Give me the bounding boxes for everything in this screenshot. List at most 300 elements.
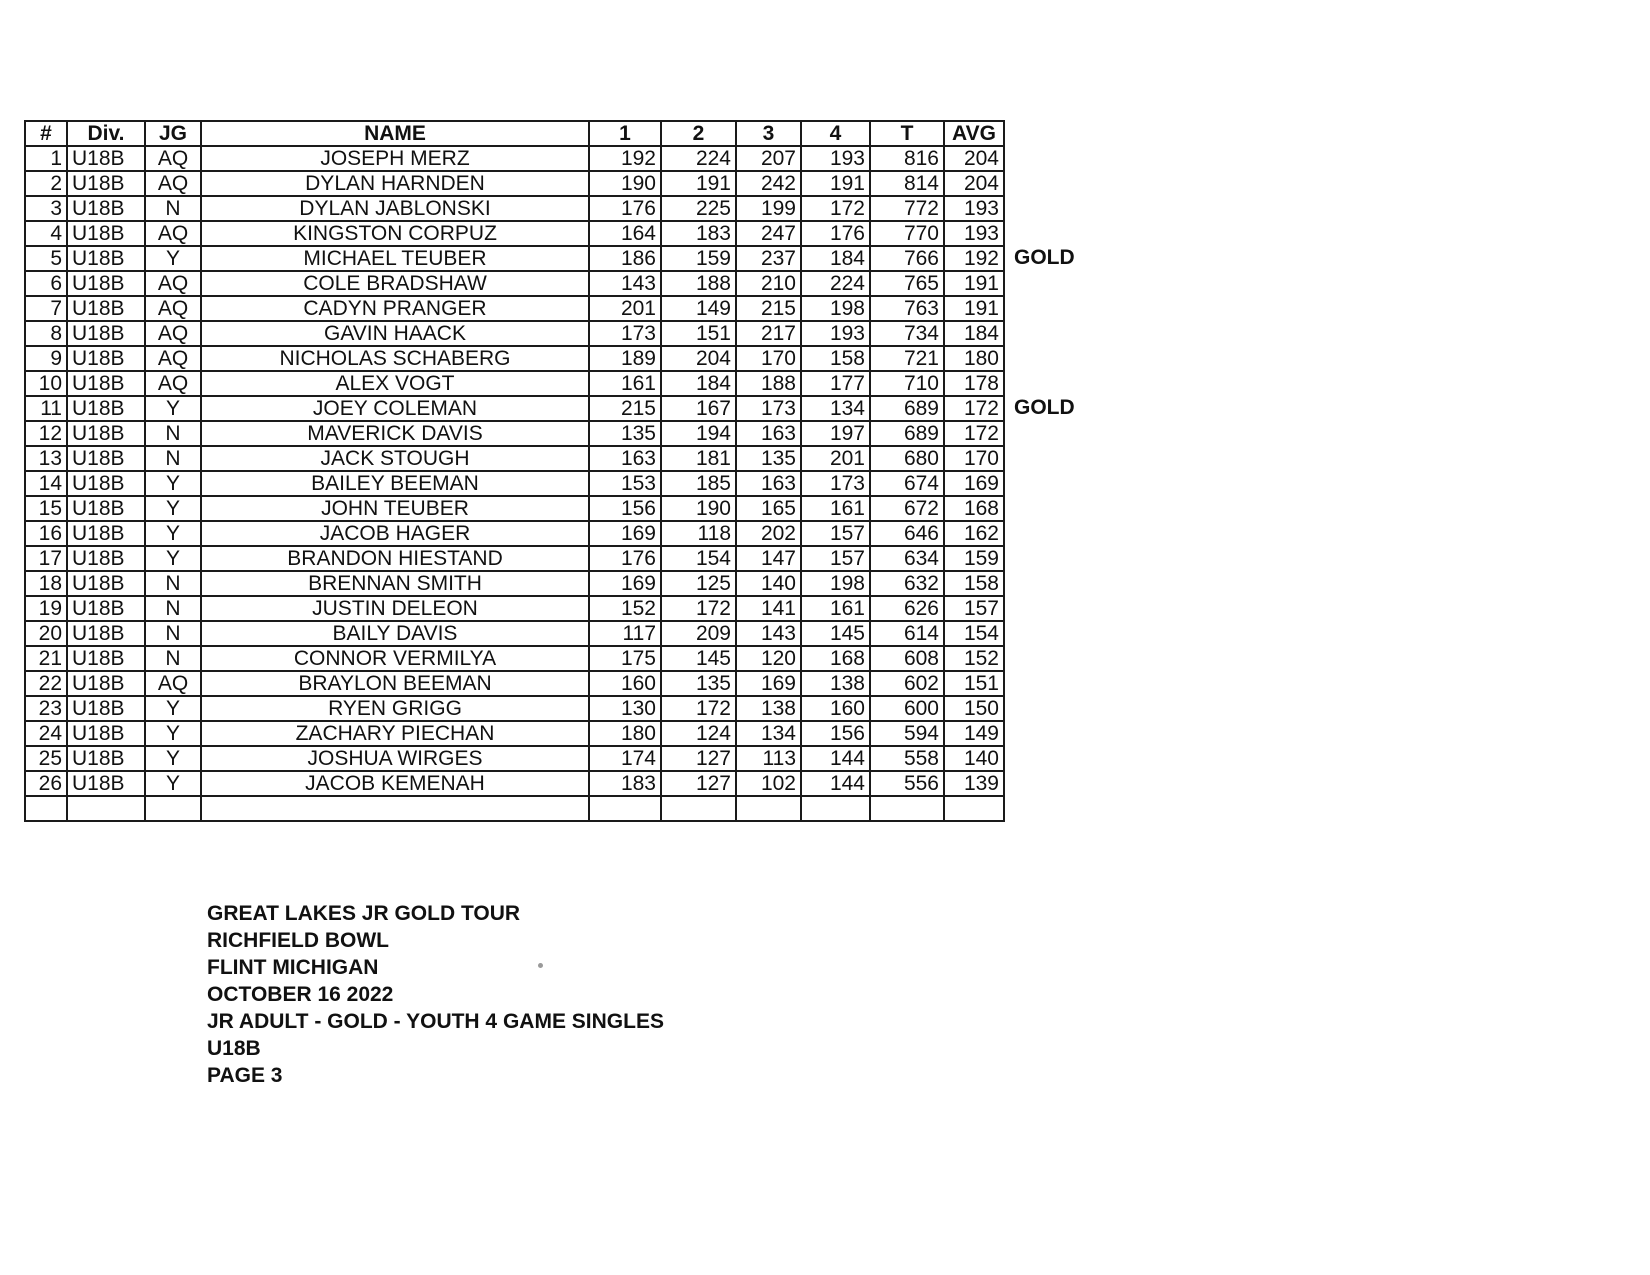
cell-division: U18B <box>67 621 145 646</box>
cell-game-4: 177 <box>801 371 870 396</box>
cell-game-2: 172 <box>661 696 736 721</box>
cell-game-4: 145 <box>801 621 870 646</box>
cell-average: 192 <box>944 246 1004 271</box>
cell-rank: 15 <box>25 496 67 521</box>
cell-game-4: 173 <box>801 471 870 496</box>
cell-rank: 9 <box>25 346 67 371</box>
cell-division: U18B <box>67 171 145 196</box>
cell-rank: 2 <box>25 171 67 196</box>
cell-rank: 26 <box>25 771 67 796</box>
cell-game-2: 127 <box>661 746 736 771</box>
row-note <box>1014 445 1104 470</box>
cell-game-4: 198 <box>801 571 870 596</box>
cell-division: U18B <box>67 496 145 521</box>
cell-game-2: 181 <box>661 446 736 471</box>
header-game-1: 1 <box>589 121 661 146</box>
table-row <box>25 571 1004 596</box>
row-note <box>1014 720 1104 745</box>
cell-name: NICHOLAS SCHABERG <box>201 346 589 371</box>
cell-game-4: 193 <box>801 321 870 346</box>
row-note <box>1014 220 1104 245</box>
cell-game-3: 102 <box>736 771 801 796</box>
cell-average: 180 <box>944 346 1004 371</box>
cell-total: 689 <box>870 396 944 421</box>
table-row <box>25 246 1004 271</box>
cell-rank: 13 <box>25 446 67 471</box>
cell-total: 680 <box>870 446 944 471</box>
venue-location: FLINT MICHIGAN <box>207 956 379 979</box>
scan-speck <box>538 963 543 968</box>
cell-division: U18B <box>67 396 145 421</box>
header-game-2: 2 <box>661 121 736 146</box>
event-date: OCTOBER 16 2022 <box>207 983 394 1006</box>
cell-name: JOHN TEUBER <box>201 496 589 521</box>
cell-game-1: 192 <box>589 146 661 171</box>
cell-average: 193 <box>944 196 1004 221</box>
cell-game-3: 143 <box>736 621 801 646</box>
cell-total: 765 <box>870 271 944 296</box>
page-number: PAGE 3 <box>207 1064 283 1087</box>
cell-game-4: 138 <box>801 671 870 696</box>
cell-game-1: 169 <box>589 521 661 546</box>
cell-jg: AQ <box>145 321 201 346</box>
cell-average: 178 <box>944 371 1004 396</box>
cell-rank: 7 <box>25 296 67 321</box>
cell-average: 193 <box>944 221 1004 246</box>
cell-game-3: 138 <box>736 696 801 721</box>
cell-jg: Y <box>145 746 201 771</box>
row-note <box>1014 520 1104 545</box>
cell-average: 151 <box>944 671 1004 696</box>
cell-rank: 5 <box>25 246 67 271</box>
cell-game-2: 167 <box>661 396 736 421</box>
cell-average: 168 <box>944 496 1004 521</box>
cell-average: 169 <box>944 471 1004 496</box>
cell-game-1: 156 <box>589 496 661 521</box>
cell-jg: Y <box>145 396 201 421</box>
cell-jg: Y <box>145 546 201 571</box>
cell-game-2: 135 <box>661 671 736 696</box>
cell-rank: 20 <box>25 621 67 646</box>
row-note <box>1014 320 1104 345</box>
cell-jg: Y <box>145 771 201 796</box>
cell-game-1: 160 <box>589 671 661 696</box>
row-note <box>1014 420 1104 445</box>
table-row <box>25 621 1004 646</box>
table-row <box>25 321 1004 346</box>
cell-game-1: 153 <box>589 471 661 496</box>
cell-jg: N <box>145 621 201 646</box>
cell-rank: 21 <box>25 646 67 671</box>
cell-game-3: 163 <box>736 471 801 496</box>
cell-rank: 19 <box>25 596 67 621</box>
cell-total: 594 <box>870 721 944 746</box>
table-row <box>25 271 1004 296</box>
cell-game-1: 135 <box>589 421 661 446</box>
cell-jg: Y <box>145 496 201 521</box>
cell-rank: 18 <box>25 571 67 596</box>
cell-total: 600 <box>870 696 944 721</box>
table-row <box>25 746 1004 771</box>
cell-game-4: 158 <box>801 346 870 371</box>
cell-rank: 25 <box>25 746 67 771</box>
cell-game-3: 134 <box>736 721 801 746</box>
cell-rank: 17 <box>25 546 67 571</box>
cell-division: U18B <box>67 321 145 346</box>
cell-rank: 8 <box>25 321 67 346</box>
notes-column <box>1014 145 1104 795</box>
cell-jg: AQ <box>145 346 201 371</box>
table-row <box>25 221 1004 246</box>
cell-name: BRAYLON BEEMAN <box>201 671 589 696</box>
cell-jg: AQ <box>145 221 201 246</box>
cell-jg: AQ <box>145 671 201 696</box>
cell-game-2: 149 <box>661 296 736 321</box>
cell-game-3: 199 <box>736 196 801 221</box>
cell-total: 816 <box>870 146 944 171</box>
cell-game-3: 147 <box>736 546 801 571</box>
row-note <box>1014 770 1104 795</box>
cell-average: 149 <box>944 721 1004 746</box>
empty-cell <box>661 796 736 821</box>
table-row <box>25 721 1004 746</box>
cell-game-1: 190 <box>589 171 661 196</box>
cell-total: 672 <box>870 496 944 521</box>
cell-jg: N <box>145 196 201 221</box>
cell-division: U18B <box>67 771 145 796</box>
row-note <box>1014 370 1104 395</box>
cell-game-1: 174 <box>589 746 661 771</box>
row-note <box>1014 295 1104 320</box>
cell-division: U18B <box>67 671 145 696</box>
cell-jg: AQ <box>145 171 201 196</box>
cell-game-2: 151 <box>661 321 736 346</box>
cell-name: KINGSTON CORPUZ <box>201 221 589 246</box>
cell-average: 154 <box>944 621 1004 646</box>
cell-rank: 23 <box>25 696 67 721</box>
cell-game-3: 188 <box>736 371 801 396</box>
row-note <box>1014 695 1104 720</box>
cell-division: U18B <box>67 296 145 321</box>
cell-game-1: 164 <box>589 221 661 246</box>
cell-game-2: 118 <box>661 521 736 546</box>
table-row <box>25 171 1004 196</box>
cell-division: U18B <box>67 471 145 496</box>
row-note <box>1014 620 1104 645</box>
cell-game-3: 210 <box>736 271 801 296</box>
cell-average: 140 <box>944 746 1004 771</box>
cell-name: COLE BRADSHAW <box>201 271 589 296</box>
cell-average: 191 <box>944 296 1004 321</box>
cell-average: 204 <box>944 171 1004 196</box>
table-row <box>25 471 1004 496</box>
cell-game-2: 188 <box>661 271 736 296</box>
cell-total: 689 <box>870 421 944 446</box>
cell-rank: 12 <box>25 421 67 446</box>
cell-game-4: 144 <box>801 746 870 771</box>
table-row <box>25 771 1004 796</box>
cell-division: U18B <box>67 696 145 721</box>
event-title: JR ADULT - GOLD - YOUTH 4 GAME SINGLES <box>207 1010 664 1033</box>
cell-game-2: 209 <box>661 621 736 646</box>
cell-jg: N <box>145 421 201 446</box>
cell-total: 626 <box>870 596 944 621</box>
cell-average: 170 <box>944 446 1004 471</box>
cell-game-4: 157 <box>801 546 870 571</box>
header-row <box>25 121 1004 146</box>
cell-average: 159 <box>944 546 1004 571</box>
row-note: GOLD <box>1014 396 1075 419</box>
cell-game-2: 172 <box>661 596 736 621</box>
cell-game-4: 134 <box>801 396 870 421</box>
cell-game-1: 189 <box>589 346 661 371</box>
row-note <box>1014 170 1104 195</box>
cell-game-1: 169 <box>589 571 661 596</box>
cell-game-4: 201 <box>801 446 870 471</box>
cell-game-4: 193 <box>801 146 870 171</box>
empty-cell <box>25 796 67 821</box>
cell-game-2: 145 <box>661 646 736 671</box>
cell-game-3: 113 <box>736 746 801 771</box>
cell-total: 766 <box>870 246 944 271</box>
venue-name: RICHFIELD BOWL <box>207 929 389 952</box>
cell-name: ALEX VOGT <box>201 371 589 396</box>
cell-game-4: 160 <box>801 696 870 721</box>
cell-average: 139 <box>944 771 1004 796</box>
event-info <box>207 900 664 1089</box>
cell-total: 608 <box>870 646 944 671</box>
table-row <box>25 496 1004 521</box>
cell-rank: 6 <box>25 271 67 296</box>
cell-division: U18B <box>67 146 145 171</box>
cell-game-2: 204 <box>661 346 736 371</box>
row-note <box>1014 270 1104 295</box>
empty-cell <box>589 796 661 821</box>
header-game-3: 3 <box>736 121 801 146</box>
cell-jg: Y <box>145 521 201 546</box>
cell-name: JUSTIN DELEON <box>201 596 589 621</box>
cell-rank: 24 <box>25 721 67 746</box>
cell-game-3: 170 <box>736 346 801 371</box>
table-row <box>25 521 1004 546</box>
cell-game-1: 176 <box>589 546 661 571</box>
table-row <box>25 396 1004 421</box>
cell-game-1: 143 <box>589 271 661 296</box>
header-division: Div. <box>67 121 145 146</box>
cell-jg: Y <box>145 246 201 271</box>
cell-total: 602 <box>870 671 944 696</box>
cell-game-3: 141 <box>736 596 801 621</box>
cell-game-3: 140 <box>736 571 801 596</box>
cell-game-4: 157 <box>801 521 870 546</box>
header-total: T <box>870 121 944 146</box>
cell-jg: AQ <box>145 146 201 171</box>
cell-division: U18B <box>67 271 145 296</box>
empty-cell <box>201 796 589 821</box>
cell-game-2: 190 <box>661 496 736 521</box>
cell-total: 634 <box>870 546 944 571</box>
cell-name: JOSEPH MERZ <box>201 146 589 171</box>
cell-rank: 14 <box>25 471 67 496</box>
cell-name: JACOB HAGER <box>201 521 589 546</box>
cell-division: U18B <box>67 246 145 271</box>
cell-name: BAILY DAVIS <box>201 621 589 646</box>
cell-total: 721 <box>870 346 944 371</box>
row-note <box>1014 570 1104 595</box>
cell-game-3: 163 <box>736 421 801 446</box>
cell-game-3: 242 <box>736 171 801 196</box>
cell-game-1: 183 <box>589 771 661 796</box>
cell-game-3: 237 <box>736 246 801 271</box>
cell-game-4: 197 <box>801 421 870 446</box>
cell-name: CONNOR VERMILYA <box>201 646 589 671</box>
cell-average: 162 <box>944 521 1004 546</box>
tour-name: GREAT LAKES JR GOLD TOUR <box>207 902 521 925</box>
cell-game-2: 194 <box>661 421 736 446</box>
cell-division: U18B <box>67 521 145 546</box>
cell-game-3: 215 <box>736 296 801 321</box>
cell-jg: AQ <box>145 271 201 296</box>
cell-total: 556 <box>870 771 944 796</box>
cell-game-3: 135 <box>736 446 801 471</box>
cell-game-1: 173 <box>589 321 661 346</box>
cell-jg: AQ <box>145 296 201 321</box>
row-note <box>1014 345 1104 370</box>
empty-cell <box>145 796 201 821</box>
cell-game-3: 120 <box>736 646 801 671</box>
cell-total: 772 <box>870 196 944 221</box>
cell-division: U18B <box>67 446 145 471</box>
row-note: GOLD <box>1014 246 1075 269</box>
cell-game-2: 224 <box>661 146 736 171</box>
cell-game-4: 172 <box>801 196 870 221</box>
cell-game-3: 247 <box>736 221 801 246</box>
cell-jg: Y <box>145 471 201 496</box>
cell-game-1: 186 <box>589 246 661 271</box>
cell-division: U18B <box>67 571 145 596</box>
cell-average: 158 <box>944 571 1004 596</box>
cell-game-2: 125 <box>661 571 736 596</box>
cell-rank: 11 <box>25 396 67 421</box>
cell-name: BAILEY BEEMAN <box>201 471 589 496</box>
cell-game-4: 161 <box>801 596 870 621</box>
cell-division: U18B <box>67 371 145 396</box>
row-note <box>1014 645 1104 670</box>
cell-rank: 16 <box>25 521 67 546</box>
cell-average: 184 <box>944 321 1004 346</box>
cell-game-1: 180 <box>589 721 661 746</box>
cell-game-2: 225 <box>661 196 736 221</box>
cell-game-1: 130 <box>589 696 661 721</box>
cell-average: 172 <box>944 396 1004 421</box>
table-row <box>25 346 1004 371</box>
table-row <box>25 196 1004 221</box>
cell-jg: AQ <box>145 371 201 396</box>
cell-division: U18B <box>67 346 145 371</box>
cell-rank: 1 <box>25 146 67 171</box>
table-row <box>25 696 1004 721</box>
cell-game-4: 191 <box>801 171 870 196</box>
header-rank: # <box>25 121 67 146</box>
cell-division: U18B <box>67 421 145 446</box>
row-note <box>1014 545 1104 570</box>
row-note <box>1014 745 1104 770</box>
table-row <box>25 371 1004 396</box>
header-game-4: 4 <box>801 121 870 146</box>
cell-name: DYLAN JABLONSKI <box>201 196 589 221</box>
scores-table <box>24 120 1005 822</box>
cell-name: CADYN PRANGER <box>201 296 589 321</box>
cell-division: U18B <box>67 596 145 621</box>
table-row <box>25 296 1004 321</box>
cell-game-4: 144 <box>801 771 870 796</box>
empty-cell <box>801 796 870 821</box>
cell-game-2: 185 <box>661 471 736 496</box>
cell-average: 172 <box>944 421 1004 446</box>
table-row <box>25 146 1004 171</box>
cell-game-1: 163 <box>589 446 661 471</box>
cell-total: 632 <box>870 571 944 596</box>
cell-game-1: 175 <box>589 646 661 671</box>
cell-jg: Y <box>145 696 201 721</box>
cell-game-1: 161 <box>589 371 661 396</box>
cell-game-2: 184 <box>661 371 736 396</box>
cell-game-2: 124 <box>661 721 736 746</box>
cell-division: U18B <box>67 546 145 571</box>
cell-total: 674 <box>870 471 944 496</box>
cell-total: 770 <box>870 221 944 246</box>
cell-game-4: 168 <box>801 646 870 671</box>
cell-name: ZACHARY PIECHAN <box>201 721 589 746</box>
cell-average: 191 <box>944 271 1004 296</box>
cell-total: 710 <box>870 371 944 396</box>
cell-total: 763 <box>870 296 944 321</box>
cell-name: BRANDON HIESTAND <box>201 546 589 571</box>
row-note <box>1014 670 1104 695</box>
cell-division: U18B <box>67 646 145 671</box>
cell-jg: N <box>145 596 201 621</box>
cell-name: BRENNAN SMITH <box>201 571 589 596</box>
row-note <box>1014 495 1104 520</box>
cell-game-4: 184 <box>801 246 870 271</box>
header-average: AVG <box>944 121 1004 146</box>
cell-jg: Y <box>145 721 201 746</box>
row-note <box>1014 595 1104 620</box>
cell-name: JACOB KEMENAH <box>201 771 589 796</box>
cell-game-3: 173 <box>736 396 801 421</box>
row-note <box>1014 145 1104 170</box>
cell-jg: N <box>145 571 201 596</box>
cell-name: MICHAEL TEUBER <box>201 246 589 271</box>
empty-cell <box>736 796 801 821</box>
row-note <box>1014 470 1104 495</box>
cell-average: 150 <box>944 696 1004 721</box>
cell-game-1: 201 <box>589 296 661 321</box>
cell-game-3: 202 <box>736 521 801 546</box>
cell-division: U18B <box>67 196 145 221</box>
row-note <box>1014 195 1104 220</box>
cell-game-1: 176 <box>589 196 661 221</box>
cell-name: JACK STOUGH <box>201 446 589 471</box>
cell-total: 558 <box>870 746 944 771</box>
cell-game-1: 215 <box>589 396 661 421</box>
cell-game-4: 176 <box>801 221 870 246</box>
cell-jg: N <box>145 646 201 671</box>
cell-rank: 22 <box>25 671 67 696</box>
cell-division: U18B <box>67 746 145 771</box>
cell-rank: 10 <box>25 371 67 396</box>
cell-average: 157 <box>944 596 1004 621</box>
